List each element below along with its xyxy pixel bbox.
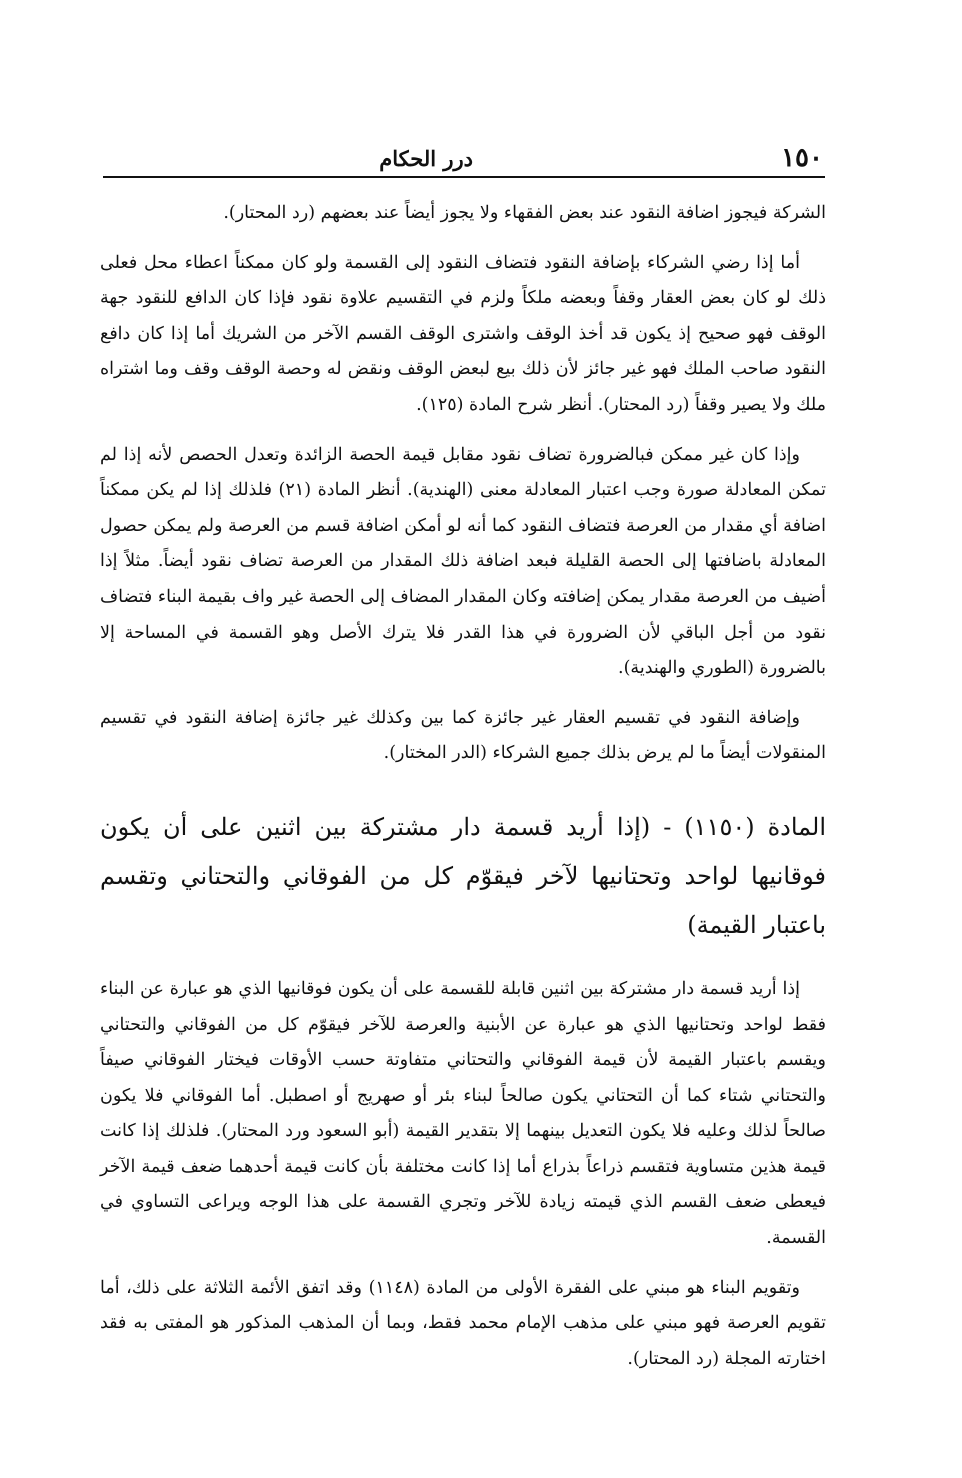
running-title: درر الحكام (379, 146, 473, 171)
page-header (103, 143, 823, 177)
header-divider (103, 176, 825, 178)
page-body (100, 196, 826, 1377)
body-paragraph: وإذا كان غير ممكن فبالضرورة تضاف نقود مقابل قيمة الحصة الزائدة وتعدل الحصص لأنه إذا لم تمكن المعادلة صورة وجب اعتبار المعادلة معنى (الهندية). أنظر المادة (٢١) فلذلك إذا لم يكن ممكناً اضافة أي مقدار من العرصة فتضاف النقود كما أنه لو أمكن اضافة قسم من العرصة ولم يمكن حصول المعادلة باضافتها إلى الحصة القليلة فبعد اضافة ذلك المقدار من العرصة تضاف نقود أيضاً. مثلاً إذا أضيف من العرصة مقدار يمكن إضافته وكان المقدار المضاف إلى الحصة غير واف بقيمة البناء فتضاف نقود من أجل الباقي لأن الضرورة في هذا القدر فلا يترك الأصل وهو القسمة في المساحة إلا بالضرورة (الطوري والهندية). (100, 444, 827, 679)
article-heading: المادة (١١٥٠) - (إذا أريد قسمة دار مشتركة بين اثنين على أن يكون فوقانيها لواحد وتحتانيها لآخر فيقوّم كل من الفوقاني والتحتاني وتقسم باعتبار القيمة) (100, 812, 826, 939)
page-number: ١٥٠ (781, 143, 823, 173)
body-paragraph: أما إذا رضي الشركاء بإضافة النقود فتضاف النقود إلى القسمة ولو كان ممكناً اعطاء محل فعلى ذلك لو كان بعض العقار وقفاً وبعضه ملكاً ولزم في التقسيم علاوة نقود فإذا كان الدافع للنقود جهة الوقف فهو صحيح إذ يكون قد أخذ الوقف واشترى الوقف القسم الآخر من الشريك أما إذا كان دافع النقود صاحب الملك فهو غير جائز لأن ذلك بيع لبعض الوقف ونقض له وحصة الوقف وقف وما اشتراه ملك ولا يصير وقفاً (رد المحتار). أنظر شرح المادة (١٢٥). (100, 252, 826, 415)
explanation-paragraph: إذا أريد قسمة دار مشتركة بين اثنين قابلة للقسمة على أن يكون فوقانيها الذي هو عبارة عن البناء فقط لواحد وتحتانيها الذي هو عبارة عن الأبنية والعرصة للآخر فيقوّم كل من الفوقاني والتحتاني ويقسم باعتبار القيمة لأن قيمة الفوقاني والتحتاني متفاوتة حسب الأوقات فيختار الفوقاني صيفاً والتحتاني شتاء كما أن التحتاني يكون صالحاً لبناء بئر أو صهريج أو اصطبل. أما الفوقاني فلا يكون صالحاً لذلك وعليه فلا يكون التعديل بينهما إلا بتقدير القيمة (أبو السعود ورد المحتار). فلذلك إذا كانت قيمة هذين متساوية فتقسم ذراعاً بذراع أما إذا كانت مختلفة بأن كانت قيمة أحدهما ضعف قيمة الآخر فيعطى ضعف القسم الذي قيمته زيادة للآخر وتجري القسمة على هذا الوجه ويراعى التساوي في القسمة. (100, 978, 826, 1249)
body-paragraph-continuation: الشركة فيجوز اضافة النقود عند بعض الفقهاء ولا يجوز أيضاً عند بعضهم (رد المحتار). (223, 203, 826, 223)
body-paragraph: وإضافة النقود في تقسيم العقار غير جائزة كما بين وكذلك غير جائزة إضافة النقود في تقسيم المنقولات أيضاً ما لم يرض بذلك جميع الشركاء (الدر المختار). (100, 707, 826, 764)
explanation-paragraph: وتقويم البناء هو مبني على الفقرة الأولى من المادة (١١٤٨) وقد اتفق الأئمة الثلاثة على ذلك، أما تقويم العرصة فهو مبني على مذهب الإمام محمد فقط، وبما أن المذهب المذكور هو المفتى به فقد اختارته المجلة (رد المحتار). (100, 1277, 826, 1369)
